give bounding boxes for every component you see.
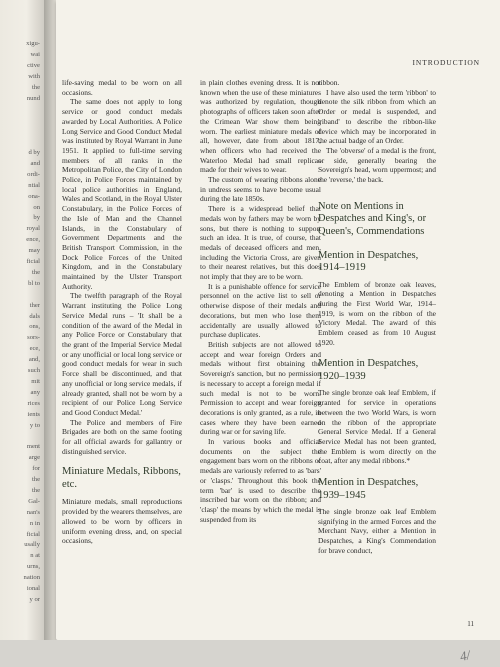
previous-page-fragment: mit bbox=[31, 377, 40, 385]
previous-page-fragment: on bbox=[33, 203, 40, 211]
previous-page-fragment: y to bbox=[29, 421, 40, 429]
previous-page-fragment: ece, bbox=[29, 345, 40, 353]
paragraph: The Emblem of bronze oak leaves, denoting a Mention in Despatches during the First World War, 1914–1919, is worn on the ribbon of the Victory Medal. The award of this Emblem ceased as from 10 August 1920. bbox=[318, 279, 436, 347]
previous-page-fragment: ional bbox=[26, 585, 40, 592]
paragraph: ribbon. bbox=[318, 78, 340, 87]
section-heading: Mention in Despatches, 1920–1939 bbox=[318, 358, 419, 382]
text-column-1 bbox=[62, 78, 182, 546]
previous-page-fragment: ients bbox=[27, 410, 40, 418]
previous-page-fragment: any bbox=[30, 388, 40, 396]
previous-page-fragment: ons, bbox=[29, 323, 40, 331]
previous-page-fragment: bl to bbox=[28, 279, 40, 287]
table-surface bbox=[0, 640, 500, 667]
previous-page-fragment: for bbox=[32, 465, 40, 473]
previous-page-fragment: may bbox=[28, 247, 40, 255]
previous-page-fragment: ona- bbox=[28, 192, 40, 200]
previous-page-fragment: usally bbox=[24, 541, 40, 549]
previous-page-fragment: and bbox=[30, 159, 40, 167]
note-heading: Note on Mentions in Despatches and King's, or Queen's, Commendations bbox=[318, 200, 427, 237]
text-column-3 bbox=[318, 78, 436, 556]
previous-page-fragment: arge bbox=[28, 454, 40, 462]
paragraph: The same does not apply to long service or good conduct medals awarded by Local Authorities. A Police Long Service and Good Conduct Medal was instituted by Royal Warrant in June 1951. It applied to full-time serving members of all ranks in the Metropolitan Police, the City of London Police, in Police Forces maintained by local police authorities in England, Wales and Scotland, in the Royal Ulster Constabulary, in the Police Forces of the Isle of Man and the Channel Islands, in the Constabulary of Government Departments and the British Transport Commission, in the Dock Police Forces of the United Kingdom, and in the Constabulary maintained by the Ulster Transport Authority. bbox=[62, 97, 182, 291]
paragraph: The single bronze oak leaf Emblem signifying in the armed Forces and the Merchant Navy, either a Mention in Despatches, a King's Commendation for brave conduct, bbox=[318, 507, 436, 555]
previous-page-fragment: sors- bbox=[27, 334, 40, 342]
pencil-mark: 4/ bbox=[458, 647, 472, 664]
previous-page-fragment: royal bbox=[26, 225, 40, 233]
previous-page-fragment: wai bbox=[30, 50, 40, 58]
paragraph: The Police and members of Fire Brigades are both on the same footing for all official awards for gallantry or distinguished service. bbox=[62, 417, 182, 456]
book-page bbox=[56, 0, 500, 640]
paragraph: There is a widespread belief that medals won by fathers may be worn by sons, but there is nothing to support such an idea. It is true, of course, that medals of deceased officers and men, including the Victoria Cross, are given to their nearest relatives, but this does not imply that they are to be worn. bbox=[200, 204, 321, 282]
section-heading: Mention in Despatches, 1914–1919 bbox=[318, 249, 419, 274]
previous-page-fragment: the bbox=[31, 83, 40, 91]
paragraph: I have also used the term 'ribbon' to denote the silk ribbon from which an Order or medal is suspended, and 'riband' to describe the ribbon-like device which may be incorporated in the actual badge of an Order. bbox=[318, 87, 436, 146]
section-heading: Miniature Medals, Ribbons, etc. bbox=[62, 466, 181, 490]
previous-page-fragment: ment bbox=[26, 443, 40, 451]
paragraph: The twelfth paragraph of the Royal Warrant instituting the Police Long Service Medal runs – 'It shall be a condition of the award of the Medal in any Police Force or Constabulary that the grant of the Imperial Service Medal or any unofficial or local long service or good conduct medals for wear in such Force shall be discontinued, and that any unofficial or long service medals, if already granted, shall not be worn by a recipient of our Police Long Service and Good Conduct Medal.' bbox=[62, 291, 182, 417]
text-column-2 bbox=[200, 78, 321, 524]
previous-page-edge bbox=[0, 0, 44, 667]
previous-page-fragment: ordi- bbox=[27, 170, 40, 178]
previous-page-fragment: such bbox=[27, 367, 40, 374]
previous-page-fragment: nund bbox=[26, 94, 40, 102]
previous-page-fragment: dals bbox=[29, 312, 40, 320]
previous-page-fragment: the bbox=[31, 476, 40, 483]
paragraph: In various books and official documents on the subject the engagement bars worn on the ribbons of medals are variously referred to as 'bars' or 'clasps.' Throughout this book the term 'bar' is used to describe the inscribed bar worn on the ribbon; and 'clasp' the means by which the medal is suspended from its bbox=[200, 437, 321, 524]
paragraph: The 'obverse' of a medal is the front, or side, generally bearing the Sovereign's head, worn uppermost; and the 'reverse,' the back. bbox=[318, 145, 436, 185]
previous-page-fragment: ence, bbox=[26, 236, 40, 244]
previous-page-fragment: ficial bbox=[26, 530, 40, 538]
previous-page-fragment: and, bbox=[28, 356, 40, 364]
previous-page-fragment: ficial bbox=[26, 258, 40, 265]
previous-page-fragment: xigu- bbox=[26, 40, 40, 47]
paragraph: The single bronze oak leaf Emblem, if granted for service in operations between the two World Wars, is worn on the ribbon of the appropriate General Service Medal. If a General Service Medal has not been granted, the Emblem is worn directly on the coat, after any medal ribbons.* bbox=[318, 388, 436, 466]
paragraph: Miniature medals, small reproductions provided by the wearers themselves, are allowed to be worn by officers in uniform evening dress, and, on special occasions, bbox=[62, 497, 182, 546]
previous-page-fragment: the bbox=[31, 486, 40, 494]
previous-page-fragment: n at bbox=[30, 552, 40, 560]
previous-page-fragment: with bbox=[28, 72, 40, 80]
previous-page-fragment: nan's bbox=[26, 508, 40, 516]
previous-page-fragment: ther bbox=[29, 301, 40, 309]
paragraph: in plain clothes evening dress. It is not known when the use of these miniatures was authorized by regulation, though photographs of officers taken soon after the Crimean War show them being worn. The earliest miniature medals of all, however, date from about 1817, when officers who had received the Waterloo Medal had small replicas made for their wives to wear. bbox=[200, 78, 321, 175]
paragraph: British subjects are not allowed to accept and wear foreign Orders and medals without first obtaining the Sovereign's sanction, but no permission is necessary to accept a foreign medal if such medal is not to be worn. Permission to accept and wear foreign decorations is only granted, as a rule, in cases where they have been earned during war or for saving life. bbox=[200, 339, 321, 437]
previous-page-fragment: rices bbox=[27, 399, 40, 407]
paragraph: life-saving medal to be worn on all occasions. bbox=[62, 78, 182, 97]
previous-page-fragment: y or bbox=[29, 595, 40, 603]
previous-page-fragment: d by bbox=[28, 149, 40, 156]
previous-page-fragment: by bbox=[33, 214, 40, 222]
running-head: INTRODUCTION bbox=[412, 58, 480, 67]
paragraph: The custom of wearing ribbons alone in undress seems to have become usual during the late 1850s. bbox=[200, 175, 321, 204]
section-heading: Mention in Despatches, 1939–1945 bbox=[318, 477, 419, 501]
previous-page-fragment: nation bbox=[23, 574, 40, 582]
previous-page-fragment: the bbox=[31, 268, 40, 276]
previous-page-fragment: ntial bbox=[28, 181, 40, 189]
previous-page-fragment: Gal- bbox=[28, 497, 40, 505]
paragraph: It is a punishable offence for service personnel on the active list to sell or otherwise dispose of their medals and decorations, but men who lose them accidentally are usually allowed to purchase duplicates. bbox=[200, 281, 321, 340]
previous-page-fragment: ctive bbox=[27, 61, 40, 69]
page-number: 11 bbox=[467, 620, 474, 628]
previous-page-fragment: n in bbox=[29, 519, 40, 527]
previous-page-fragment: urns, bbox=[26, 563, 40, 571]
